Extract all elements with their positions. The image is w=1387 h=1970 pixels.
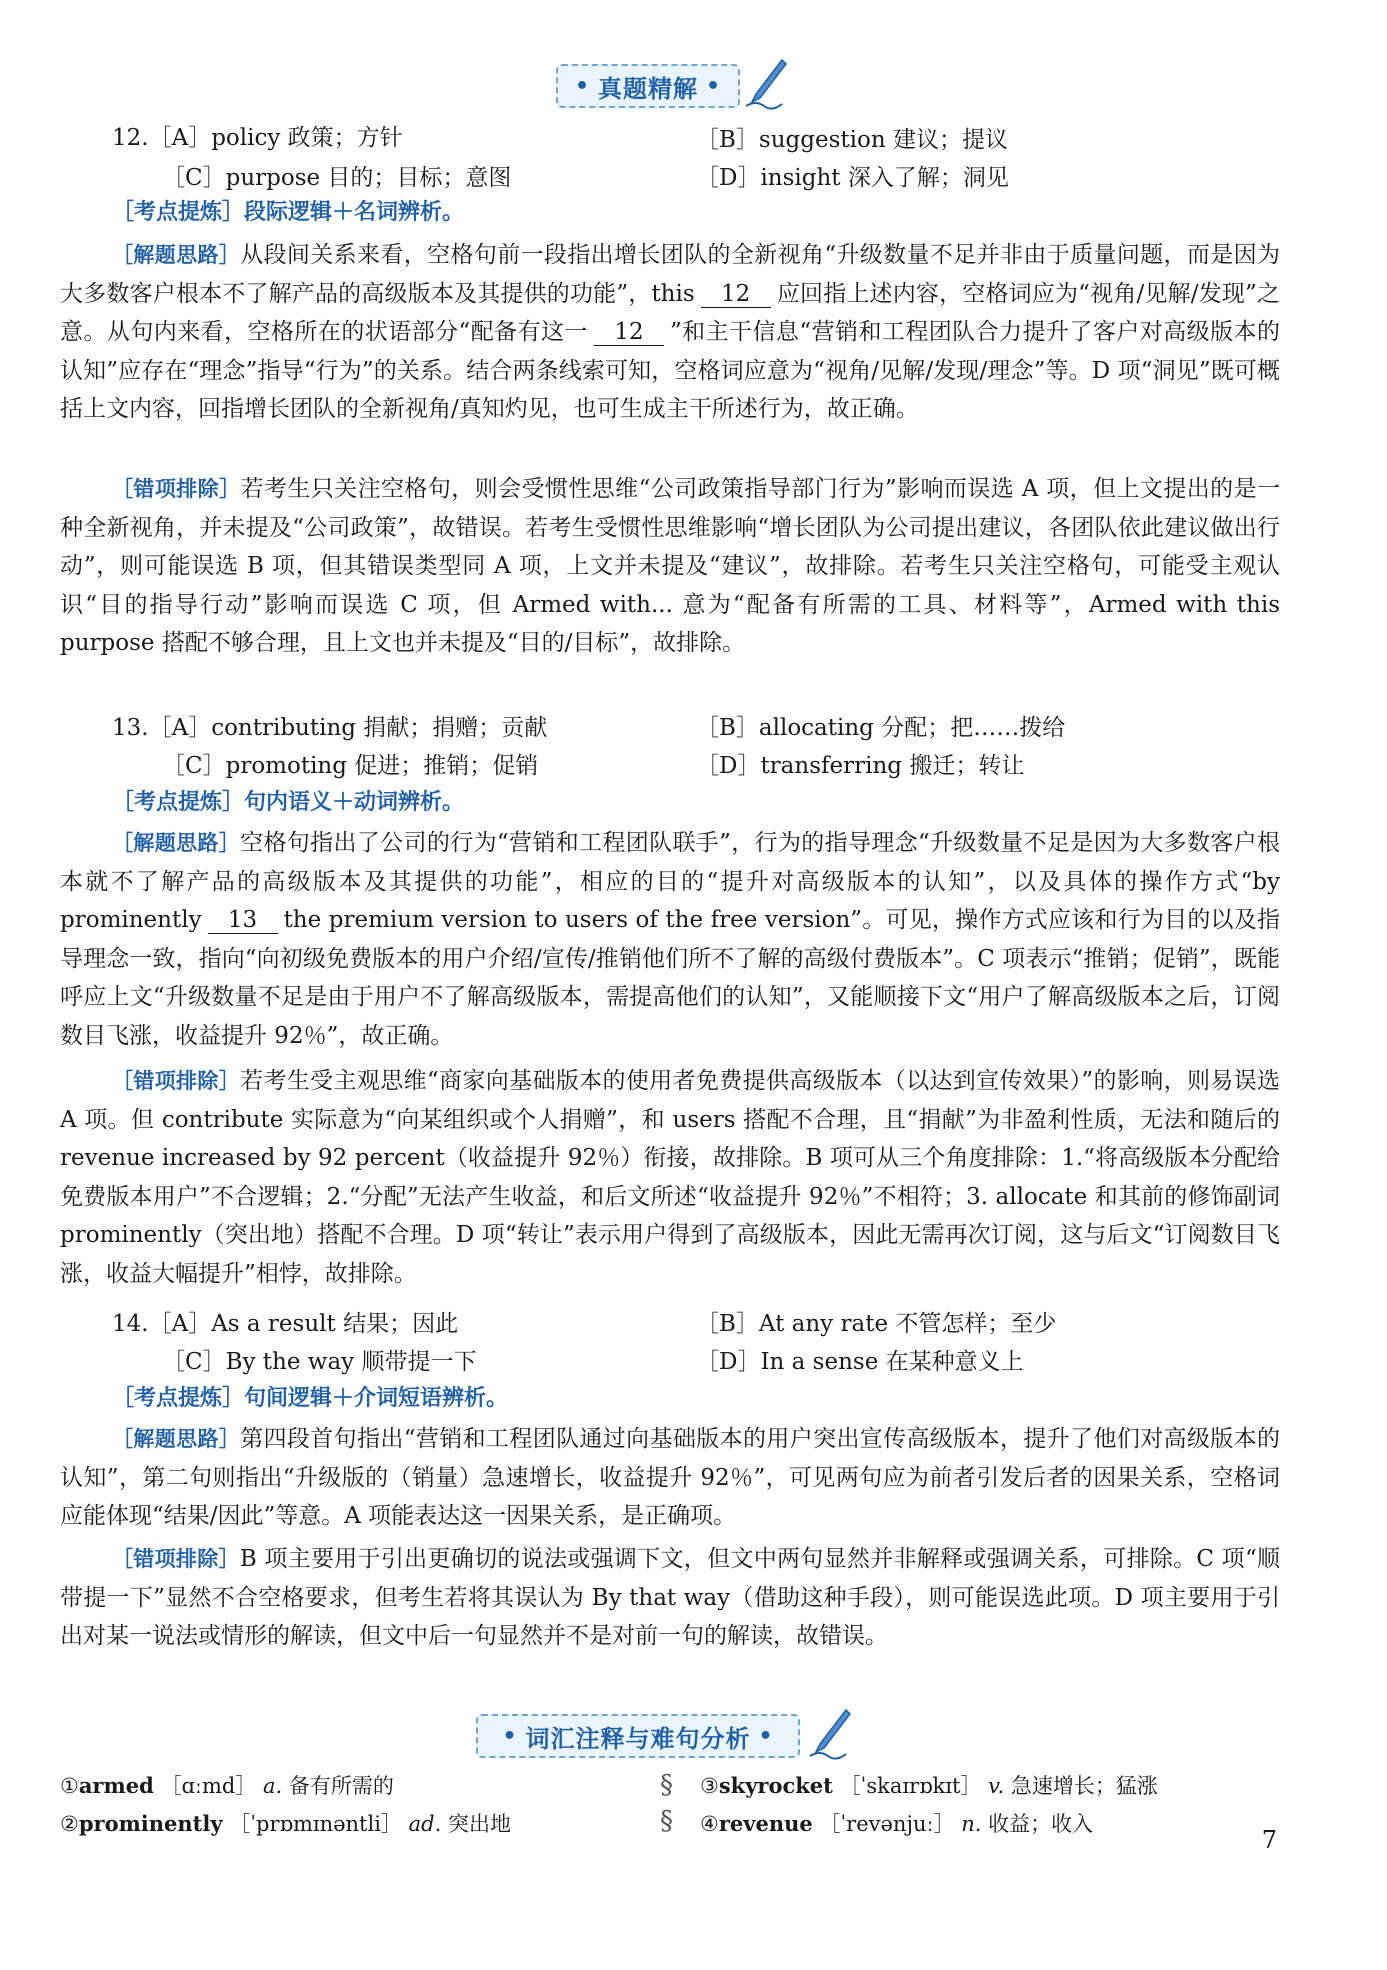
q14-key-point: ［考点提炼］句间逻辑＋介词短语辨析。 <box>112 1386 509 1411</box>
elimination-tag: ［错项排除］ <box>112 1069 241 1093</box>
q14-option-b: ［B］At any rate 不管怎样；至少 <box>696 1311 1057 1337</box>
elimination-tag: ［错项排除］ <box>112 1547 240 1571</box>
q12-option-c: ［C］purpose 目的；目标；意图 <box>162 165 512 191</box>
pen-icon <box>806 1706 854 1760</box>
vocab-item: ②prominently ［ˈprɒmɪnəntli］ ad. 突出地 <box>60 1811 511 1836</box>
vocab-item: ④revenue ［ˈrevənjuː］ n. 收益；收入 <box>700 1811 1094 1836</box>
q14-option-c: ［C］By the way 顺带提一下 <box>162 1349 477 1375</box>
q13-option-a: 13.［A］contributing 捐献；捐赠；贡献 <box>112 715 548 741</box>
q12-option-a: 12.［A］policy 政策；方针 <box>112 125 403 151</box>
solution-tag: ［解题思路］ <box>112 243 241 267</box>
q13-option-c: ［C］promoting 促进；推销；促销 <box>162 753 539 779</box>
page-number: 7 <box>1261 1826 1277 1854</box>
q12-solution: ［解题思路］从段间关系来看，空格句前一段指出增长团队的全新视角“升级数量不足并非由于质量问题，而是因为大多数客户根本不了解产品的高级版本及其提供的功能”，this 12 应回指上述内容，空格词应为“视角/见解/发现”之意。从句内来看，空格所在的状语部分“配备有这一 12 ”和主干信息“营销和工程团队合力提升了客户对高级版本的认知”应存在“理念”指导“行为”的关系。结合两条线索可知，空格词应意为“视角/见解/发现/理念”等。D 项“洞见”既可概括上文内容，回指增长团队的全新视角/真知灼见，也可生成主干所述行为，故正确。 <box>60 242 1281 422</box>
solution-tag: ［解题思路］ <box>112 831 241 855</box>
q12-option-b: ［B］suggestion 建议；提议 <box>696 127 1008 153</box>
vocab-item: ①armed ［ɑːmd］ a. 备有所需的 <box>60 1773 394 1798</box>
q14-option-d: ［D］In a sense 在某种意义上 <box>696 1349 1024 1375</box>
q13-key-point: ［考点提炼］句内语义＋动词辨析。 <box>112 790 465 815</box>
pen-icon <box>742 56 790 110</box>
q14-solution: ［解题思路］第四段首句指出“营销和工程团队通过向基础版本的用户突出宣传高级版本，提升了他们对高级版本的认知”，第二句则指出“升级版的（销量）急速增长，收益提升 92％”，可见两句应为前者引发后者的因果关系，空格词应能体现“结果/因此”等意。A 项能表达这一因果关系，是正确项。 <box>60 1426 1281 1529</box>
q12-key-point: ［考点提炼］段际逻辑＋名词辨析。 <box>112 200 465 225</box>
q12-option-d: ［D］insight 深入了解；洞见 <box>696 165 1009 191</box>
column-divider: § <box>660 1770 673 1800</box>
section-banner-vocab: • 词汇注释与难句分析 • <box>476 1714 800 1758</box>
elimination-tag: ［错项排除］ <box>112 477 241 501</box>
q13-option-d: ［D］transferring 搬迁；转让 <box>696 753 1025 779</box>
q14-option-a: 14.［A］As a result 结果；因此 <box>112 1311 459 1337</box>
column-divider: § <box>660 1806 673 1836</box>
blank-12: 12 <box>701 281 771 308</box>
q13-option-b: ［B］allocating 分配；把……拨给 <box>696 715 1066 741</box>
vocab-item: ③skyrocket ［ˈskaɪrɒkɪt］ v. 急速增长；猛涨 <box>700 1773 1158 1798</box>
solution-tag: ［解题思路］ <box>112 1427 241 1451</box>
banner-title: 真题精解 <box>598 74 698 103</box>
q13-solution: ［解题思路］空格句指出了公司的行为“营销和工程团队联手”，行为的指导理念“升级数量不足是因为大多数客户根本就不了解产品的高级版本及其提供的功能”，相应的目的“提升对高级版本的认知”，以及具体的操作方式“by prominently 13 the premium version to users of the free version”。可见，操作方式应该和行为目的以及指导理念一致，指向“向初级免费版本的用户介绍/宣传/推销他们所不了解的高级付费版本”。C 项表示“推销；促销”，既能呼应上文“升级数量不足是由于用户不了解高级版本，需提高他们的认知”，又能顺接下文“用户了解高级版本之后，订阅数目飞涨，收益提升 92％”，故正确。 <box>60 830 1281 1049</box>
blank-12-b: 12 <box>594 319 664 346</box>
q14-elimination: ［错项排除］B 项主要用于引出更确切的说法或强调下文，但文中两句显然并非解释或强调关系，可排除。C 项“顺带提一下”显然不合空格要求，但考生若将其误认为 By that way（借助这种手段），则可能误选此项。D 项主要用于引出对某一说法或情形的解读，但文中后一句显然并不是对前一句的解读，故错误。 <box>60 1546 1281 1649</box>
q12-elimination: ［错项排除］若考生只关注空格句，则会受惯性思维“公司政策指导部门行为”影响而误选 A 项，但上文提出的是一种全新视角，并未提及“公司政策”，故错误。若考生受惯性思维影响“增长团队为公司提出建议，各团队依此建议做出行动”，则可能误选 B 项，但其错误类型同 A 项，上文并未提及“建议”，故排除。若考生只关注空格句，可能受主观认识“目的指导行动”影响而误选 C 项，但 Armed with... 意为“配备有所需的工具、材料等”，Armed with this purpose 搭配不够合理，且上文也并未提及“目的/目标”，故排除。 <box>60 476 1280 656</box>
q13-elimination: ［错项排除］若考生受主观思维“商家向基础版本的使用者免费提供高级版本（以达到宣传效果）”的影响，则易误选 A 项。但 contribute 实际意为“向某组织或个人捐赠”，和 users 搭配不合理，且“捐献”为非盈利性质，无法和随后的 revenue increased by 92 percent（收益提升 92％）衔接，故排除。B 项可从三个角度排除：1.“将高级版本分配给免费版本用户”不合逻辑；2.“分配”无法产生收益，和后文所述“收益提升 92％”不相符；3. allocate 和其前的修饰副词 prominently（突出地）搭配不合理。D 项“转让”表示用户得到了高级版本，因此无需再次订阅，这与后文“订阅数目飞涨，收益大幅提升”相悖，故排除。 <box>60 1068 1280 1287</box>
section-banner-analysis: • 真题精解 • <box>556 64 740 108</box>
banner-title: 词汇注释与难句分析 <box>525 1724 751 1753</box>
blank-13: 13 <box>208 907 278 934</box>
